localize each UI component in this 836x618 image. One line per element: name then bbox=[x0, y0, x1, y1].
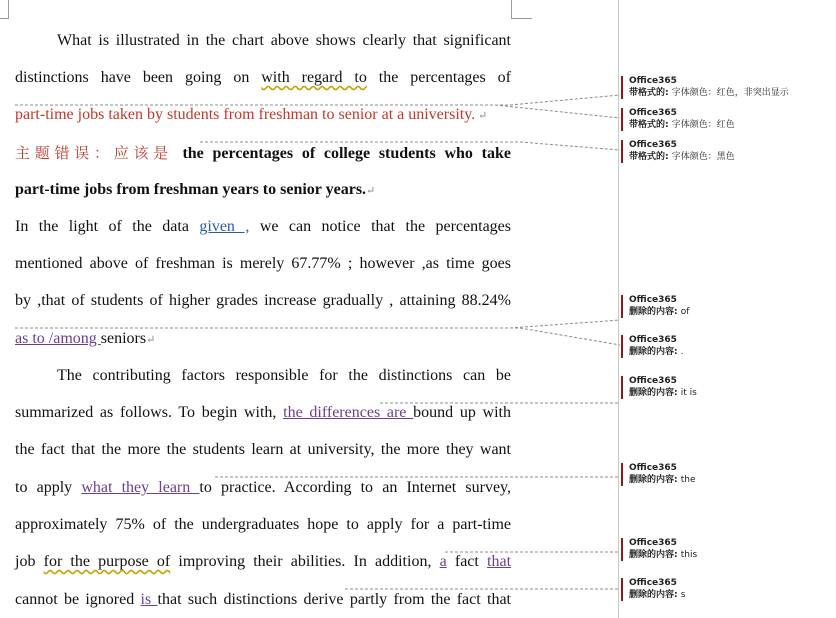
comment-text: . bbox=[680, 347, 684, 357]
text-run: 主题错误：应该是 bbox=[15, 144, 183, 162]
text-run: seniors bbox=[100, 330, 147, 347]
comment-text: of bbox=[680, 307, 690, 317]
comment-author: Office365 bbox=[629, 295, 677, 305]
text-run: the fact that the more the students learn at university, the more they want bbox=[15, 441, 511, 458]
text-run: given , bbox=[199, 218, 250, 235]
text-line[interactable] bbox=[15, 143, 511, 164]
text-line[interactable] bbox=[15, 478, 511, 498]
text-line[interactable] bbox=[15, 590, 511, 610]
text-run: as to /among bbox=[15, 330, 101, 347]
comment-balloon[interactable] bbox=[621, 376, 833, 399]
text-run: mentioned above of freshman is merely 67.77% ; however ,as time goes bbox=[15, 255, 511, 272]
text-run: job bbox=[15, 553, 44, 570]
comment-author: Office365 bbox=[629, 376, 677, 386]
comment-text: 字体颜色：黑色 bbox=[671, 152, 735, 162]
comment-author: Office365 bbox=[629, 538, 677, 548]
comment-balloon[interactable] bbox=[621, 295, 833, 318]
comment-label: 带格式的: bbox=[629, 152, 669, 162]
connector-line bbox=[495, 105, 620, 118]
text-line[interactable] bbox=[15, 515, 511, 535]
text-run: part-time jobs taken by students from freshman to senior at a university. bbox=[15, 106, 476, 123]
text-line[interactable] bbox=[15, 31, 511, 51]
connector-line bbox=[15, 320, 620, 328]
comment-label: 删除的内容: bbox=[629, 475, 678, 485]
paragraph-mark: ↵ bbox=[366, 185, 376, 197]
text-run: bound up with bbox=[413, 404, 511, 421]
comment-label: 删除的内容: bbox=[629, 347, 678, 357]
comment-author: Office365 bbox=[629, 335, 677, 345]
comment-author: Office365 bbox=[629, 76, 677, 86]
text-run: distinctions have been going on bbox=[15, 69, 262, 86]
comment-label: 删除的内容: bbox=[629, 388, 678, 398]
comment-balloon[interactable] bbox=[621, 578, 833, 601]
text-run: the differences are bbox=[283, 404, 414, 421]
text-run: part-time jobs from freshman years to senior years. bbox=[15, 181, 367, 198]
text-line[interactable] bbox=[15, 440, 511, 460]
comment-label: 带格式的: bbox=[629, 88, 669, 98]
text-run: In the light of the data bbox=[15, 218, 200, 235]
text-run: that bbox=[487, 553, 512, 570]
text-run: that such distinctions derive partly from the fact that bbox=[157, 591, 512, 608]
comment-text: this bbox=[680, 550, 698, 560]
text-line[interactable] bbox=[15, 403, 511, 423]
text-run: the percentages of college students who take bbox=[182, 145, 511, 162]
text-line[interactable] bbox=[15, 180, 511, 201]
comment-balloon[interactable] bbox=[621, 335, 833, 358]
text-run: to practice. According to an Internet survey, bbox=[199, 479, 512, 496]
comment-author: Office365 bbox=[629, 140, 677, 150]
text-run: a bbox=[439, 553, 447, 570]
text-line[interactable] bbox=[15, 68, 511, 88]
comment-author: Office365 bbox=[629, 108, 677, 118]
text-line[interactable] bbox=[15, 217, 511, 237]
comment-text: 字体颜色：红色 bbox=[671, 120, 735, 130]
comment-text: 字体颜色：红色，非突出显示 bbox=[671, 88, 789, 98]
comment-balloon[interactable] bbox=[621, 108, 833, 131]
comment-label: 删除的内容: bbox=[629, 590, 678, 600]
comment-author: Office365 bbox=[629, 463, 677, 473]
comment-balloon[interactable] bbox=[621, 463, 833, 486]
paragraph-mark: ↵ bbox=[475, 110, 488, 122]
comment-balloon[interactable] bbox=[621, 76, 833, 99]
comment-balloon[interactable] bbox=[621, 538, 833, 561]
page-corner-mark-left bbox=[0, 0, 9, 19]
text-run: cannot be ignored bbox=[15, 591, 141, 608]
comment-label: 删除的内容: bbox=[629, 307, 678, 317]
text-line[interactable] bbox=[15, 552, 511, 572]
page-corner-mark-right bbox=[511, 0, 532, 19]
text-run: What is illustrated in the chart above shows clearly that significant bbox=[57, 32, 511, 49]
paragraph-mark: ↵ bbox=[146, 334, 156, 346]
text-run: summarized as follows. To begin with, bbox=[15, 404, 284, 421]
text-run: with regard to bbox=[261, 69, 367, 86]
text-line[interactable] bbox=[15, 291, 511, 311]
comment-label: 带格式的: bbox=[629, 120, 669, 130]
text-run: fact bbox=[446, 553, 488, 570]
text-run: what they learn bbox=[81, 479, 200, 496]
text-run: we can notice that the percentages bbox=[249, 218, 512, 235]
text-run: improving their abilities. In addition, bbox=[170, 553, 440, 570]
comment-label: 删除的内容: bbox=[629, 550, 678, 560]
text-run: by ,that of students of higher grades increase gradually , attaining 88.24% bbox=[15, 292, 511, 309]
text-run: The contributing factors responsible for the distinctions can be bbox=[57, 367, 511, 384]
text-line[interactable] bbox=[15, 366, 511, 386]
comment-balloon[interactable] bbox=[621, 140, 833, 163]
comment-text: it is bbox=[680, 388, 697, 398]
text-line[interactable] bbox=[15, 105, 511, 126]
text-run: the percentages of bbox=[366, 69, 511, 86]
text-run: for the purpose of bbox=[43, 553, 171, 570]
comment-text: s bbox=[680, 590, 686, 600]
text-run: approximately 75% of the undergraduates hope to apply for a part-time bbox=[15, 516, 511, 533]
comment-text: the bbox=[680, 475, 696, 485]
comment-author: Office365 bbox=[629, 578, 677, 588]
text-run: to apply bbox=[15, 479, 82, 496]
text-run: is bbox=[140, 591, 158, 608]
markup-pane-divider bbox=[618, 0, 619, 618]
text-line[interactable] bbox=[15, 254, 511, 274]
text-line[interactable] bbox=[15, 329, 511, 350]
connector-line bbox=[15, 95, 620, 105]
